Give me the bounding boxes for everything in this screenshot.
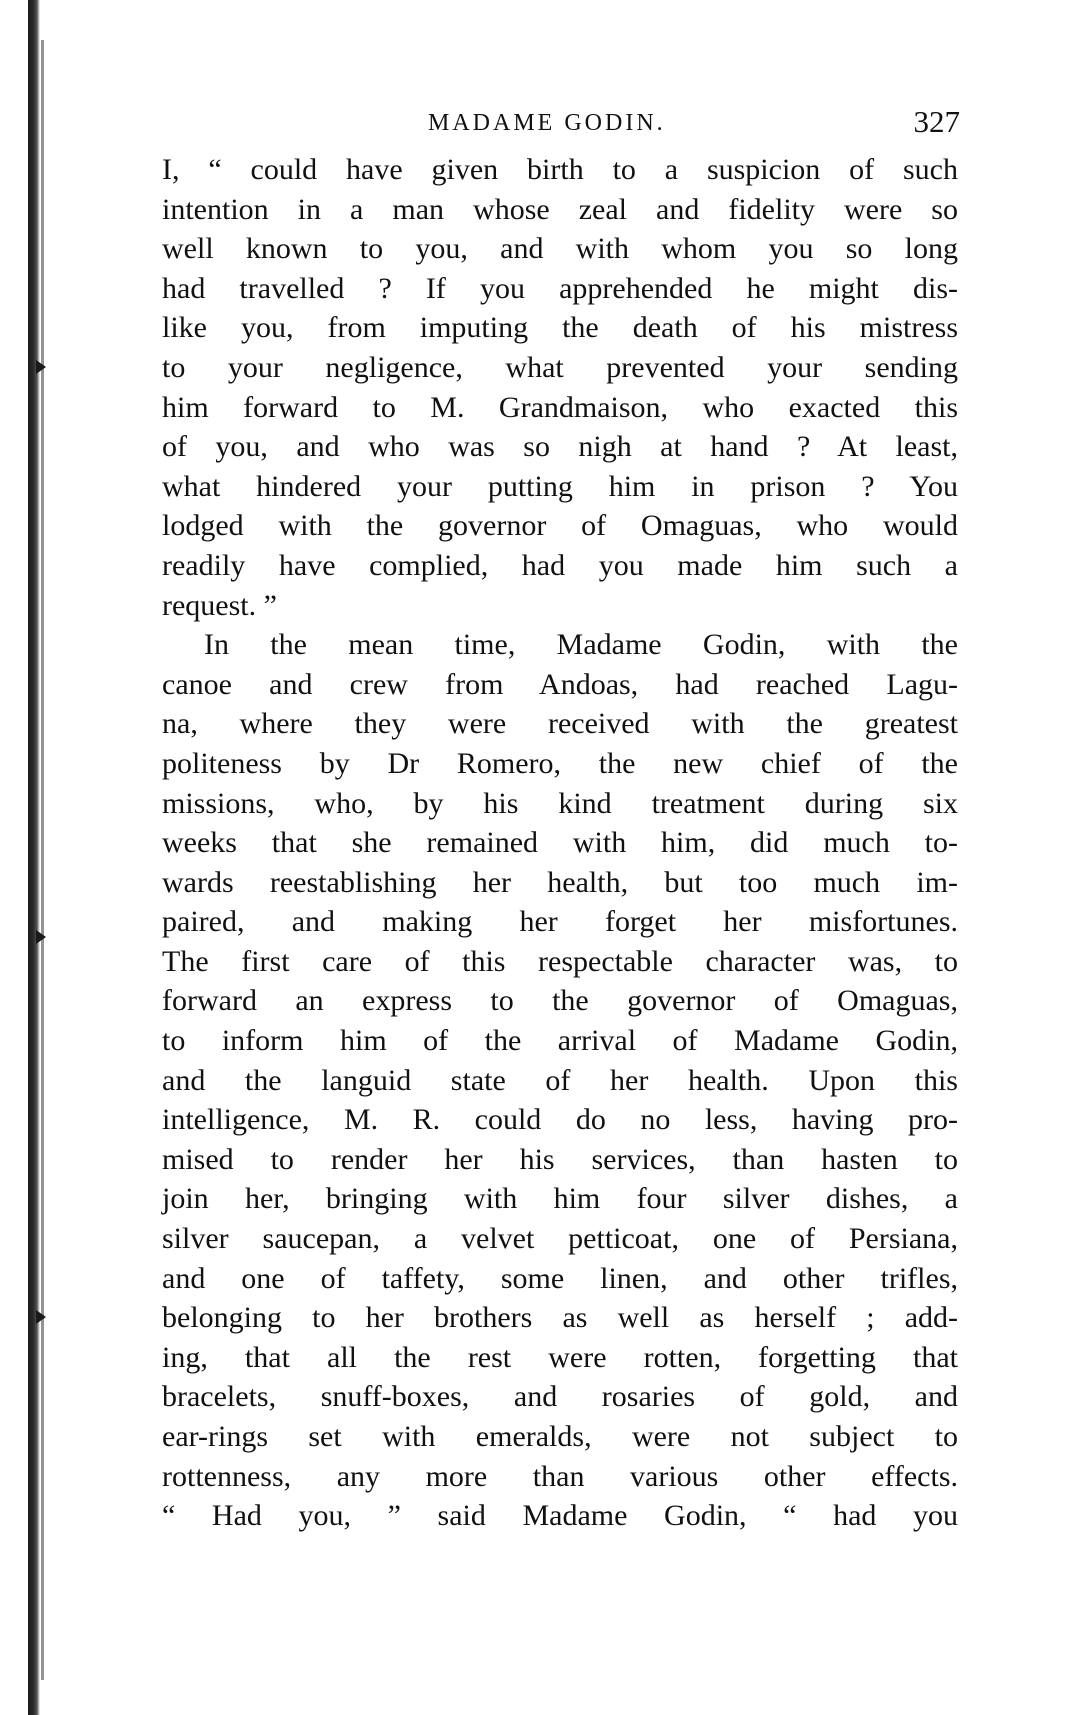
text-line: missions, who, by his kind treatment during six [162, 786, 958, 820]
text-line: him forward to M. Grandmaison, who exacted this [162, 390, 958, 424]
binding-notch [36, 930, 46, 944]
page-number: 327 [913, 104, 960, 139]
body-text [162, 150, 958, 1536]
text-line: wards reestablishing her health, but too much im- [162, 865, 958, 899]
text-line: mised to render her his services, than hasten to [162, 1142, 958, 1176]
text-line: canoe and crew from Andoas, had reached Lagu- [162, 667, 958, 701]
text-line: intelligence, M. R. could do no less, having pro- [162, 1103, 958, 1137]
text-line: well known to you, and with whom you so long [162, 232, 958, 266]
text-line: I, “ could have given birth to a suspicion of such [162, 153, 958, 186]
text-line: intention in a man whose zeal and fidelity were so [162, 192, 958, 226]
text-line: and the languid state of her health. Upon this [162, 1063, 958, 1097]
text-line: request. ” [162, 588, 277, 622]
text-line: politeness by Dr Romero, the new chief of the [162, 746, 958, 780]
text-line: forward an express to the governor of Omaguas, [162, 984, 958, 1018]
binding-edge-shadow [41, 40, 44, 1680]
text-line: The first care of this respectable character was, to [162, 944, 958, 978]
binding-edge [28, 0, 40, 1715]
text-line: bracelets, snuff-boxes, and rosaries of gold, and [162, 1380, 958, 1414]
text-line: silver saucepan, a velvet petticoat, one of Persiana, [162, 1222, 958, 1256]
text-line: belonging to her brothers as well as herself ; add- [162, 1301, 958, 1335]
page-title: MADAME GODIN. [428, 110, 666, 136]
text-line: rottenness, any more than various other effects. [162, 1459, 958, 1493]
text-line: to your negligence, what prevented your sending [162, 350, 958, 384]
text-line: weeks that she remained with him, did much to- [162, 826, 958, 860]
text-line: join her, bringing with him four silver dishes, a [162, 1182, 958, 1216]
text-line: ing, that all the rest were rotten, forgetting that [162, 1340, 958, 1374]
text-line: In the mean time, Madame Godin, with the [204, 628, 958, 662]
running-head [158, 104, 966, 144]
text-line: of you, and who was so nigh at hand ? At least, [162, 430, 958, 464]
text-line: what hindered your putting him in prison ? You [162, 469, 958, 503]
text-line: ear-rings set with emeralds, were not subject to [162, 1420, 958, 1453]
text-line: and one of taffety, some linen, and other trifles, [162, 1261, 958, 1295]
text-line: “ Had you, ” said Madame Godin, “ had you [162, 1499, 958, 1533]
binding-notch [36, 360, 46, 374]
text-line: na, where they were received with the greatest [162, 707, 958, 741]
binding-notch [36, 1310, 46, 1324]
text-line: had travelled ? If you apprehended he might dis- [162, 271, 958, 305]
text-line: readily have complied, had you made him such a [162, 548, 958, 582]
text-line: like you, from imputing the death of his mistress [162, 311, 958, 345]
text-line: to inform him of the arrival of Madame Godin, [162, 1024, 958, 1058]
text-line: lodged with the governor of Omaguas, who would [162, 509, 958, 543]
text-line: paired, and making her forget her misfortunes. [162, 905, 958, 939]
